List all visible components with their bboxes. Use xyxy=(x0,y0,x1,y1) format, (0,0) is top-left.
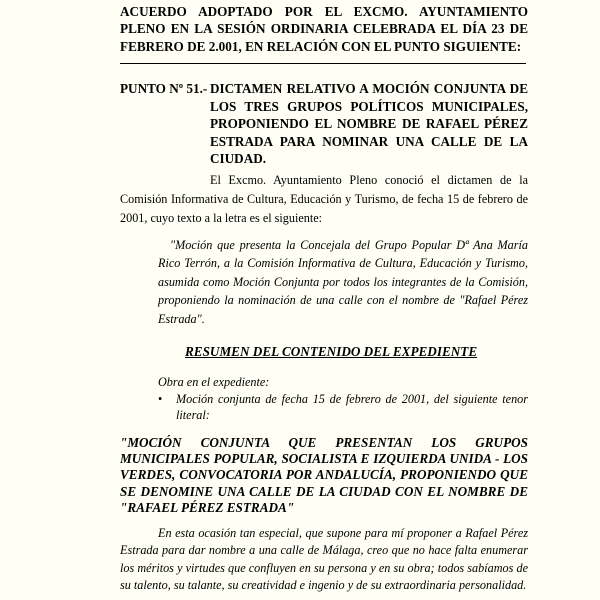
list-item-text: Moción conjunta de fecha 15 de febrero de 2001, del siguiente tenor literal: xyxy=(176,392,528,423)
motion-quote-text: "Moción que presenta la Concejala del Grupo Popular Dª Ana María Rico Terrón, a la Comisión Informativa de Cultura, Educación y Turismo, asumida como Moción Conjunta por todos los integrantes de la Comisión, proponiendo la nominación de una calle con el nombre de "Rafael Pérez Estrada". xyxy=(158,238,528,326)
bullet-icon: • xyxy=(158,392,163,406)
file-contents-label: Obra en el expediente: xyxy=(158,375,270,389)
header-divider xyxy=(120,63,526,64)
joint-motion-title: "MOCIÓN CONJUNTA QUE PRESENTAN LOS GRUPOS MUNICIPALES POPULAR, SOCIALISTA E IZQUIERDA UNIDA - LOS VERDES, CONVOCATORIA POR ANDALUCÍA, PROPONIENDO QUE SE DENOMINE UNA CALLE DE LA CIUDAD CON EL NOMBRE DE "RAFAEL PÉREZ ESTRADA" xyxy=(120,435,528,515)
list-item xyxy=(158,391,528,424)
body-paragraph-text: En esta ocasión tan especial, que supone para mí proponer a Rafael Pérez Estrada para dar nombre a una calle de Málaga, creo que no hace falta enumerar los méritos y virtudes que confluyen en su persona y en su obra; todos sabíamos de su talento, su talante, su creatividad e ingenio y de su extraordinaria personalidad. xyxy=(120,526,528,593)
agenda-item-title: DICTAMEN RELATIVO A MOCIÓN CONJUNTA DE LOS TRES GRUPOS POLÍTICOS MUNICIPALES, PROPONIENDO EL NOMBRE DE RAFAEL PÉREZ ESTRADA PARA NOMINAR UNA CALLE DE LA CIUDAD. xyxy=(210,81,528,167)
summary-heading: RESUMEN DEL CONTENIDO DEL EXPEDIENTE xyxy=(185,344,478,359)
body-paragraph xyxy=(120,525,528,595)
agenda-item-number: PUNTO Nº 51.- xyxy=(120,81,208,96)
intro-paragraph xyxy=(120,171,528,228)
intro-text: El Excmo. Ayuntamiento Pleno conoció el dictamen de la Comisión Informativa de Cultura, Educación y Turismo, de fecha 15 de febrero de 2001, cuyo texto a la letra es el siguiente: xyxy=(120,173,528,225)
motion-quote xyxy=(158,236,528,328)
agenda-item xyxy=(120,80,528,168)
agreement-header: ACUERDO ADOPTADO POR EL EXCMO. AYUNTAMIENTO PLENO EN LA SESIÓN ORDINARIA CELEBRADA EL DÍA 23 DE FEBRERO DE 2.001, EN RELACIÓN CON EL PUNTO SIGUIENTE: xyxy=(120,4,528,54)
